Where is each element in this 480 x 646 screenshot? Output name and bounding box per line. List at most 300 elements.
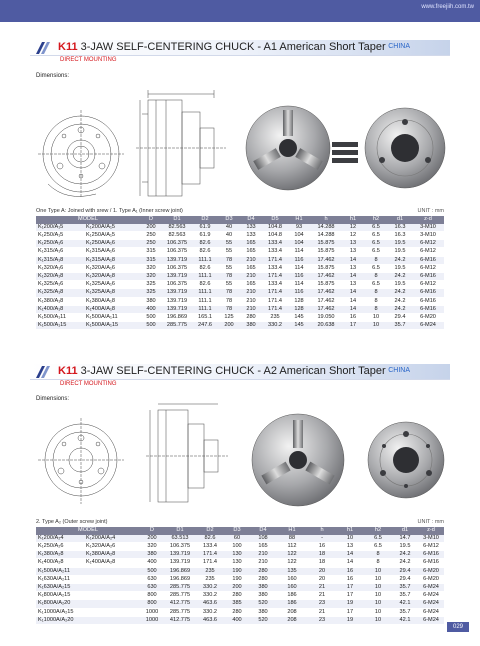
table-cell: 160: [276, 575, 308, 583]
table-cell: 380: [250, 583, 276, 591]
table-cell: 17: [342, 322, 364, 330]
table-cell: 6.5: [364, 231, 388, 239]
table-cell: K₁320/A₁8: [36, 272, 84, 280]
table-cell: 3-M10: [418, 535, 444, 543]
table-cell: K₁800A/A₂15: [36, 592, 84, 600]
table-cell: K₁325A/A₁6: [84, 281, 140, 289]
table-cell: 20: [308, 567, 336, 575]
table-cell: 400: [224, 616, 250, 624]
col-d3: D3: [218, 216, 240, 224]
table-cell: 463.6: [196, 616, 224, 624]
table-cell: 10: [364, 616, 392, 624]
table-cell: 135: [276, 567, 308, 575]
table-cell: 285.775: [162, 322, 192, 330]
table-cell: K₁325A/A₁8: [84, 289, 140, 297]
table-cell: 24.2: [388, 272, 412, 280]
table2-body: [36, 535, 444, 625]
table-header-row: [36, 527, 444, 535]
table-cell: 16: [308, 542, 336, 550]
table-cell: 6-M16: [412, 305, 444, 313]
table-cell: 93: [288, 224, 310, 232]
table-cell: [84, 592, 140, 600]
table-cell: 42.1: [392, 616, 418, 624]
table-cell: 60: [224, 535, 250, 543]
table-cell: 412.775: [164, 600, 196, 608]
table-cell: K₁500/A₁11: [36, 313, 84, 321]
table-cell: 250: [140, 240, 162, 248]
table-row: [36, 313, 444, 321]
table-cell: 17: [336, 608, 364, 616]
table-cell: 19.5: [388, 281, 412, 289]
table-row: [36, 616, 444, 624]
table-cell: 6-M24: [418, 592, 444, 600]
table-cell: 200: [224, 583, 250, 591]
table-cell: 1000: [140, 608, 164, 616]
table-cell: 315: [140, 248, 162, 256]
table-cell: 330.2: [196, 592, 224, 600]
table-cell: 139.719: [162, 305, 192, 313]
table-cell: 6-M20: [418, 575, 444, 583]
table-cell: 6.5: [364, 224, 388, 232]
table-cell: [84, 616, 140, 624]
table-cell: 412.775: [164, 616, 196, 624]
table-cell: 24.2: [388, 289, 412, 297]
table-cell: 55: [218, 240, 240, 248]
table-cell: 196.869: [164, 567, 196, 575]
table-cell: 10: [364, 600, 392, 608]
table-cell: 208: [276, 616, 308, 624]
table-cell: 210: [240, 305, 262, 313]
table-cell: 235: [262, 313, 288, 321]
table-cell: 190: [224, 575, 250, 583]
table-cell: 171.4: [196, 551, 224, 559]
table-cell: 82.563: [162, 224, 192, 232]
table-cell: 106.375: [164, 542, 196, 550]
table-cell: 6-M12: [412, 264, 444, 272]
table-cell: 330.2: [196, 583, 224, 591]
table-cell: 16.3: [388, 231, 412, 239]
table-cell: 139.719: [164, 559, 196, 567]
table-cell: K₁315A/A₁8: [84, 256, 140, 264]
table-row: [36, 592, 444, 600]
table-cell: K₁325/A₁6: [36, 281, 84, 289]
table-cell: K₁380A/A₂8: [84, 551, 140, 559]
table-cell: 35.7: [388, 322, 412, 330]
table-row: [36, 535, 444, 543]
table-cell: K₁380A/A₁8: [84, 297, 140, 305]
table-cell: 520: [250, 616, 276, 624]
table-cell: 55: [218, 281, 240, 289]
table-cell: 208: [276, 608, 308, 616]
table-row: [36, 575, 444, 583]
table-cell: 8: [364, 551, 392, 559]
col-d: D: [140, 527, 164, 535]
table-cell: K₁630A/A₂11: [36, 575, 84, 583]
table-cell: 78: [218, 272, 240, 280]
table-cell: 61.9: [192, 224, 218, 232]
table-cell: 18: [308, 559, 336, 567]
col-d4: D4: [250, 527, 276, 535]
table-cell: 6.5: [364, 264, 388, 272]
table-cell: 10: [364, 322, 388, 330]
table-cell: 17: [336, 592, 364, 600]
model-code: K11: [58, 365, 78, 377]
table-cell: 380: [240, 322, 262, 330]
table-cell: 210: [240, 256, 262, 264]
table-cell: 210: [240, 297, 262, 305]
table-cell: 35.7: [392, 583, 418, 591]
section-title: [58, 41, 386, 53]
table-row: [36, 567, 444, 575]
table-row: [36, 305, 444, 313]
table-row: [36, 297, 444, 305]
table-cell: 8: [364, 559, 392, 567]
table-row: [36, 281, 444, 289]
table-cell: 285.775: [164, 592, 196, 600]
website-url[interactable]: www.freejiih.com.tw: [421, 4, 474, 10]
table-cell: 116: [288, 289, 310, 297]
table-cell: 23: [308, 616, 336, 624]
table-cell: 133.4: [196, 542, 224, 550]
table-cell: 235: [196, 567, 224, 575]
col-d5: D5: [262, 216, 288, 224]
table-cell: 19: [336, 600, 364, 608]
table-cell: 40: [218, 231, 240, 239]
table-cell: 24.2: [388, 305, 412, 313]
table-cell: 171.4: [262, 305, 288, 313]
table-cell: 16: [342, 313, 364, 321]
table-cell: 139.719: [164, 551, 196, 559]
table-cell: 380: [250, 592, 276, 600]
table-cell: 17.462: [310, 297, 342, 305]
table-cell: 133.4: [262, 240, 288, 248]
table-cell: 6-M16: [412, 289, 444, 297]
table-row: [36, 272, 444, 280]
table-cell: 14: [342, 305, 364, 313]
col-d3: D3: [224, 527, 250, 535]
table-row: [36, 608, 444, 616]
col-h: h: [310, 216, 342, 224]
section-title-bar: [30, 364, 450, 380]
table-row: [36, 600, 444, 608]
table-cell: K₁250/A₁6: [36, 240, 84, 248]
table-cell: 186: [276, 592, 308, 600]
table-cell: 6.5: [364, 535, 392, 543]
table-cell: 29.4: [388, 313, 412, 321]
table-cell: 24.2: [392, 559, 418, 567]
table-cell: 145: [288, 313, 310, 321]
table-cell: 210: [240, 289, 262, 297]
table-cell: 133: [240, 231, 262, 239]
table-row: [36, 289, 444, 297]
table-cell: 20: [308, 575, 336, 583]
table-header-row: [36, 216, 444, 224]
table-cell: 280: [250, 575, 276, 583]
table-cell: 35.7: [392, 592, 418, 600]
table-cell: 247.6: [192, 322, 218, 330]
table-cell: 165: [240, 248, 262, 256]
table-cell: 21: [308, 583, 336, 591]
table-cell: 171.4: [262, 272, 288, 280]
table-cell: 63.513: [164, 535, 196, 543]
chuck-drawing: [36, 400, 236, 510]
table-cell: 6.5: [364, 240, 388, 248]
col-d1b: d1: [388, 216, 412, 224]
table-cell: 196.869: [164, 575, 196, 583]
table-cell: K₁320/A₁6: [36, 264, 84, 272]
table-cell: 315: [140, 256, 162, 264]
table-cell: 82.563: [162, 231, 192, 239]
origin-label: CHINA: [388, 43, 410, 50]
table-cell: 108: [250, 535, 276, 543]
table-cell: K₁630A/A₂15: [36, 583, 84, 591]
table-row: [36, 583, 444, 591]
table-row: [36, 322, 444, 330]
table-row: [36, 231, 444, 239]
table-cell: [84, 575, 140, 583]
table-row: [36, 224, 444, 232]
table-cell: 35.7: [392, 608, 418, 616]
table-cell: 114: [288, 248, 310, 256]
table-cell: 160: [276, 583, 308, 591]
table-cell: K₁400/A₁8: [36, 305, 84, 313]
table-cell: 380: [140, 551, 164, 559]
table-cell: 104.8: [262, 231, 288, 239]
table-cell: 6-M24: [418, 583, 444, 591]
table-cell: 171.4: [262, 256, 288, 264]
table-cell: 330.2: [196, 608, 224, 616]
table-cell: 139.719: [162, 256, 192, 264]
table-cell: 15.875: [310, 264, 342, 272]
table-cell: 14: [342, 297, 364, 305]
table-cell: 171.4: [262, 289, 288, 297]
table-cell: 16: [336, 575, 364, 583]
table-cell: 139.719: [162, 272, 192, 280]
table-cell: K₁500A/A₁15: [84, 322, 140, 330]
table-cell: K₁315A/A₁6: [84, 248, 140, 256]
table-cell: 13: [342, 240, 364, 248]
table-cell: 17.462: [310, 289, 342, 297]
table-cell: 139.719: [162, 297, 192, 305]
table-cell: 320: [140, 272, 162, 280]
table-cell: 133: [240, 224, 262, 232]
table-cell: 171.4: [262, 297, 288, 305]
table-cell: 12: [342, 224, 364, 232]
table-cell: 106.375: [162, 240, 192, 248]
table-cell: 18: [308, 551, 336, 559]
table-cell: K₁325/A₁8: [36, 289, 84, 297]
col-model: MODEL: [36, 216, 140, 224]
table-cell: 6-M20: [412, 313, 444, 321]
table-cell: 122: [276, 551, 308, 559]
table-cell: 250: [140, 231, 162, 239]
table-cell: 24.2: [388, 256, 412, 264]
table-cell: 500: [140, 567, 164, 575]
origin-label: CHINA: [388, 367, 410, 374]
title-text: 3-JAW SELF-CENTERING CHUCK - A1 American Short Taper: [80, 41, 386, 53]
col-d2: D2: [192, 216, 218, 224]
table-cell: 200: [218, 322, 240, 330]
table-cell: 10: [364, 608, 392, 616]
table-cell: K₁320A/A₁6: [84, 264, 140, 272]
table-cell: 24.2: [388, 297, 412, 305]
table-cell: 13: [342, 264, 364, 272]
table-cell: 330.2: [262, 322, 288, 330]
chuck-drawing: [36, 84, 236, 202]
table-cell: 17: [336, 583, 364, 591]
table-cell: 3-M10: [412, 224, 444, 232]
table-cell: 14.7: [392, 535, 418, 543]
table-cell: 16: [336, 567, 364, 575]
table-cell: 111.1: [192, 305, 218, 313]
table-cell: 800: [140, 600, 164, 608]
col-d1b: d1: [392, 527, 418, 535]
table-cell: 133.4: [262, 248, 288, 256]
title-text: 3-JAW SELF-CENTERING CHUCK - A2 American Short Taper: [80, 365, 386, 377]
table-cell: 190: [224, 567, 250, 575]
col-d1: D1: [164, 527, 196, 535]
table-cell: K₁320A/A₂6: [84, 542, 140, 550]
table-cell: 10: [364, 567, 392, 575]
table-cell: K₁800A/A₂20: [36, 600, 84, 608]
table-cell: K₁500A/A₂11: [36, 567, 84, 575]
table-cell: K₁380/A₂8: [36, 551, 84, 559]
table-cell: 196.869: [162, 313, 192, 321]
table-cell: 280: [224, 592, 250, 600]
table-cell: 116: [288, 256, 310, 264]
table-cell: 106.375: [162, 264, 192, 272]
table-cell: 6-M16: [412, 297, 444, 305]
table-cell: 3-M10: [412, 231, 444, 239]
table-cell: K₁1000A/A₂15: [36, 608, 84, 616]
table-cell: 21: [308, 592, 336, 600]
table-row: [36, 559, 444, 567]
table-cell: [84, 567, 140, 575]
table-cell: 145: [288, 322, 310, 330]
title-mark-icon: [36, 42, 50, 54]
table-cell: 78: [218, 256, 240, 264]
col-h1b: h1: [336, 527, 364, 535]
table-cell: 400: [140, 559, 164, 567]
dimensions-label: Dimensions:: [36, 396, 70, 402]
table-cell: 14: [336, 559, 364, 567]
table-cell: 285.775: [164, 583, 196, 591]
table-cell: 165: [240, 240, 262, 248]
table-cell: 500: [140, 322, 162, 330]
table-cell: 6-M12: [412, 248, 444, 256]
col-zd: z-d: [412, 216, 444, 224]
table-cell: K₁500/A₁15: [36, 322, 84, 330]
table-cell: 630: [140, 575, 164, 583]
table-cell: [84, 608, 140, 616]
table-cell: 13: [342, 281, 364, 289]
dimensions-label: Dimensions:: [36, 73, 70, 79]
table-cell: 8: [364, 297, 388, 305]
table-cell: -: [308, 535, 336, 543]
subtitle: DIRECT MOUNTING: [60, 381, 117, 387]
table-cell: 8: [364, 272, 388, 280]
table-cell: 12: [342, 231, 364, 239]
table-cell: 210: [250, 551, 276, 559]
table-cell: 6-M12: [412, 281, 444, 289]
chuck-photo: [240, 410, 450, 512]
table1-unit: UNIT : mm: [417, 208, 444, 214]
spec-table-a2: [36, 527, 444, 625]
col-h2: h2: [364, 527, 392, 535]
table-cell: 55: [218, 248, 240, 256]
table-cell: 116: [288, 272, 310, 280]
table-cell: 6.5: [364, 542, 392, 550]
table-cell: 400: [140, 305, 162, 313]
table-cell: K₁500A/A₁11: [84, 313, 140, 321]
table-cell: 10: [364, 592, 392, 600]
table-cell: 42.1: [392, 600, 418, 608]
table-cell: 380: [250, 608, 276, 616]
table-cell: 23: [308, 600, 336, 608]
table-row: [36, 264, 444, 272]
title-mark-icon: [36, 366, 50, 378]
table-cell: 200: [140, 535, 164, 543]
table-cell: 10: [364, 575, 392, 583]
table-cell: 800: [140, 592, 164, 600]
table-cell: 78: [218, 305, 240, 313]
table-cell: K₁400/A₂8: [36, 559, 84, 567]
table-cell: 6-M24: [418, 616, 444, 624]
table-cell: 130: [224, 551, 250, 559]
table-cell: 165: [250, 542, 276, 550]
table-cell: 6-M16: [418, 551, 444, 559]
table-cell: 82.6: [196, 535, 224, 543]
table-row: [36, 551, 444, 559]
col-h: h: [308, 527, 336, 535]
table-cell: [84, 600, 140, 608]
table-cell: 78: [218, 297, 240, 305]
col-d4: D4: [240, 216, 262, 224]
table-cell: 82.6: [192, 248, 218, 256]
table-cell: 320: [140, 542, 164, 550]
table-cell: 500: [140, 313, 162, 321]
table-cell: 1000: [140, 616, 164, 624]
table-cell: 130: [224, 559, 250, 567]
table-cell: 630: [140, 583, 164, 591]
table-cell: 82.6: [192, 264, 218, 272]
table-cell: 19.5: [388, 240, 412, 248]
table-cell: 106.375: [162, 248, 192, 256]
table-cell: 15.875: [310, 248, 342, 256]
table-cell: 24.2: [392, 551, 418, 559]
table-cell: 29.4: [392, 567, 418, 575]
table-cell: 210: [250, 559, 276, 567]
table-cell: 21: [308, 608, 336, 616]
table2-unit: UNIT : mm: [417, 519, 444, 525]
table-cell: 380: [140, 297, 162, 305]
table-row: [36, 542, 444, 550]
col-h1b: h1: [342, 216, 364, 224]
table-cell: 122: [276, 559, 308, 567]
table-cell: 8: [364, 256, 388, 264]
table-cell: 10: [336, 535, 364, 543]
table-cell: 8: [364, 289, 388, 297]
table-cell: 280: [250, 567, 276, 575]
table2-caption-text: 2. Type A₂ (Outer screw joint): [36, 519, 108, 525]
table-cell: 125: [218, 313, 240, 321]
table-cell: K₁400A/A₁8: [84, 305, 140, 313]
table-cell: 6-M16: [418, 559, 444, 567]
col-h1: H1: [288, 216, 310, 224]
table-cell: 235: [196, 575, 224, 583]
table-cell: K₁1000A/A₂20: [36, 616, 84, 624]
table-cell: K₁250/A₂6: [36, 542, 84, 550]
